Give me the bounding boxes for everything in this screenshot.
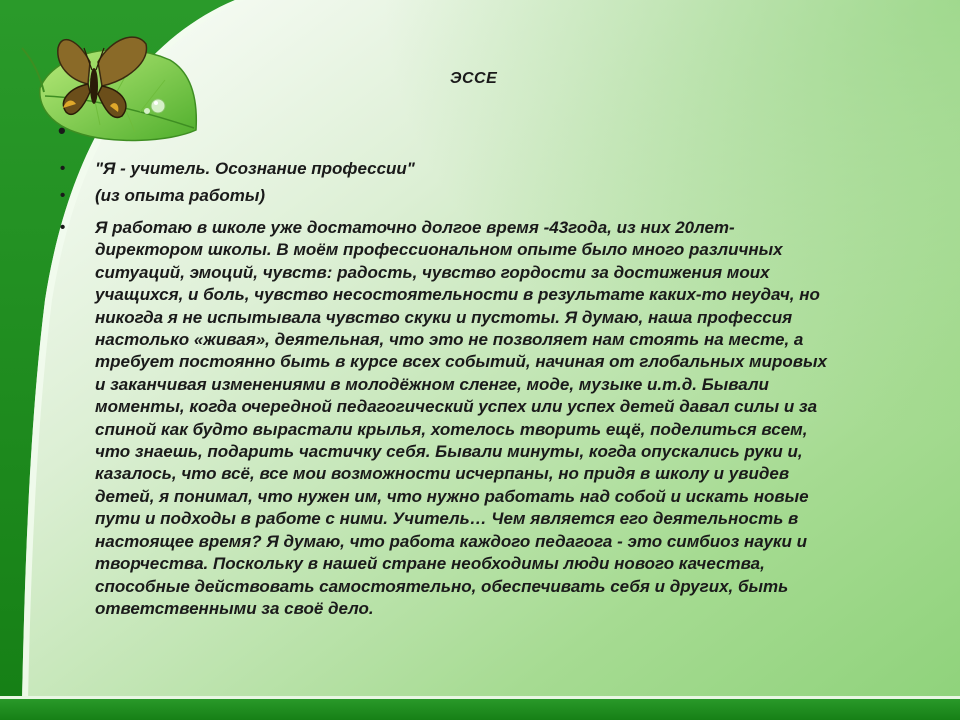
bullet-source	[60, 185, 907, 207]
essay-line: пути и подходы в работе с ними. Учитель… Чем является его деятельность в	[95, 509, 799, 529]
essay-line: и заканчивая изменениями в молодёжном сленге, моде, музыке и.т.д. Бывали	[95, 374, 769, 394]
essay-line: настоящее время? Я думаю, что работа каждого педагога - это симбиоз науки и	[95, 531, 808, 551]
essay-line: учащихся, и боль, чувство несостоятельности в результате каких-то неудач, но	[95, 285, 820, 305]
empty-bullet: •	[58, 118, 66, 143]
essay-line: директором школы. В моём профессиональном опыте было много различных	[95, 240, 783, 260]
essay-line: требует постоянно быть в курсе всех событий, начиная от глобальных мировых	[95, 352, 827, 372]
bullet-text: (из опыта работы)	[95, 186, 266, 205]
essay-line: моменты, когда очередной педагогический успех или успех детей давал силы и за	[95, 397, 818, 417]
bullet-dot: •	[60, 187, 66, 204]
essay-line: Я работаю в школе уже достаточно долгое время -43года, из них 20лет-	[95, 218, 735, 237]
essay-line: способные действовать самостоятельно, обеспечивать себя и других, быть	[95, 576, 789, 596]
bullet-dot: •	[60, 160, 66, 177]
essay-line: никогда я не испытывала чувство скуки и пустоты. Я думаю, наша профессия	[95, 307, 793, 327]
bullet-dot: •	[60, 219, 66, 236]
bullet-text: "Я - учитель. Осознание профессии"	[95, 159, 415, 178]
essay-text	[95, 217, 907, 620]
essay-line: творчества. Поскольку в нашей стране необходимы люди нового качества,	[95, 554, 765, 574]
essay-line: что знаешь, подарить частичку себя. Бывали минуты, когда опускались руки и,	[95, 442, 803, 462]
essay-line: ответственными за своё дело.	[95, 598, 374, 618]
bullet-subtitle	[60, 158, 907, 180]
essay-line: казалось, что всё, все мои возможности исчерпаны, но придя в школу и увидев	[95, 464, 790, 484]
essay-line: детей, я понимал, что нужен им, что нужно работать над собой и искать новые	[95, 486, 809, 506]
essay-line: настолько «живая», деятельная, что это не позволяет нам стоять на месте, а	[95, 330, 804, 350]
essay-line: спиной как будто вырастали крылья, хотелось творить ещё, поделиться всем,	[95, 419, 808, 439]
essay-line: ситуаций, эмоций, чувств: радость, чувство гордости за достижения моих	[95, 262, 770, 282]
bullet-essay-body	[60, 217, 907, 620]
slide-title: ЭССЕ	[450, 70, 498, 87]
